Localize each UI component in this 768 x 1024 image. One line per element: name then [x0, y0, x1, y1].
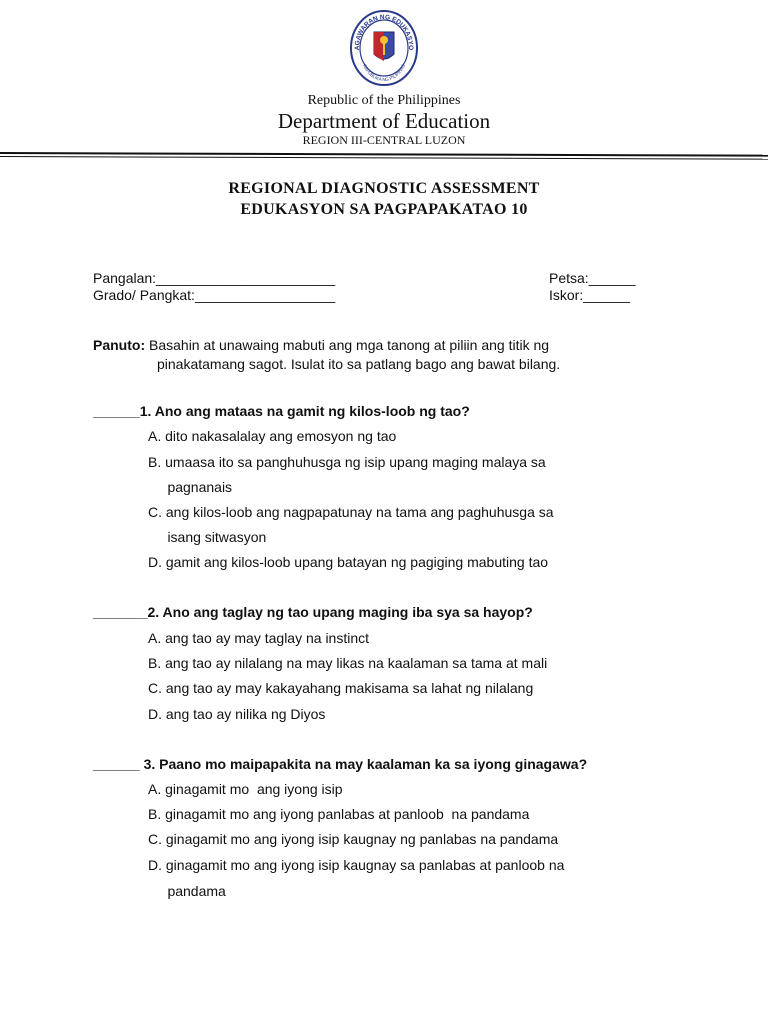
subject-title: EDUKASYON SA PAGPAPAKATAO 10 [240, 201, 528, 218]
q1-option-c: C. ang kilos-loob ang nagpapatunay na tama ang paghuhusga sa [148, 504, 554, 520]
q3-option-c: C. ginagamit mo ang iyong isip kaugnay ng panlabas na pandama [148, 831, 559, 847]
seal-text-top: AGAWARAN NG EDUKASYO [353, 13, 415, 51]
seal-text-bottom: REPUBLIKA NG PILIPINAS [362, 63, 406, 83]
instructions-line1: Basahin at unawaing mabuti ang mga tanong at piliin ang titik ng [145, 337, 550, 353]
deped-seal-logo [350, 10, 418, 90]
q2-option-b: B. ang tao ay nilalang na may likas na kaalaman sa tama at mali [148, 655, 548, 671]
q3-option-b: B. ginagamit mo ang iyong panlabas at panloob na pandama [148, 806, 530, 822]
q2-option-d: D. ang tao ay nilika ng Diyos [148, 706, 326, 722]
assessment-title: REGIONAL DIAGNOSTIC ASSESSMENT [228, 180, 540, 197]
region-label: REGION III-CENTRAL LUZON [302, 133, 466, 147]
q3-option-d-cont: pandama [148, 883, 226, 899]
q2-option-a: A. ang tao ay may taglay na instinct [148, 630, 370, 646]
instructions-label: Panuto: [93, 337, 146, 353]
q1-option-b-cont: pagnanais [148, 479, 233, 495]
date-field: Petsa:______ [549, 270, 636, 286]
department-title: Department of Education [277, 109, 491, 133]
q3-option-d: D. ginagamit mo ang iyong isip kaugnay sa panlabas at panloob na [148, 857, 565, 873]
q2-option-c: C. ang tao ay may kakayahang makisama sa lahat ng nilalang [148, 680, 534, 696]
q3-option-a: A. ginagamit mo ang iyong isip [148, 781, 343, 797]
question-2: _______2. Ano ang taglay ng tao upang maging iba sya sa hayop? [93, 604, 533, 620]
question-3: ______ 3. Paano mo maipapakita na may kaalaman ka sa iyong ginagawa? [93, 756, 588, 772]
question-1: ______1. Ano ang mataas na gamit ng kilos-loob ng tao? [93, 403, 470, 419]
q1-option-b: B. umaasa ito sa panghuhusga ng isip upang maging malaya sa [148, 454, 546, 470]
instructions-block [93, 335, 713, 355]
q1-option-a: A. dito nakasalalay ang emosyon ng tao [148, 428, 397, 444]
header-divider-thin [0, 156, 768, 160]
grade-section-field: Grado/ Pangkat:__________________ [93, 287, 336, 303]
republic-label: Republic of the Philippines [307, 93, 461, 108]
score-field: Iskor:______ [549, 287, 630, 303]
q1-option-d: D. gamit ang kilos-loob upang batayan ng pagiging mabuting tao [148, 554, 549, 570]
instructions-line2: pinakatamang sagot. Isulat ito sa patlang bago ang bawat bilang. [157, 356, 561, 372]
name-field: Pangalan:_______________________ [93, 270, 336, 286]
q1-option-c-cont: isang sitwasyon [148, 529, 267, 545]
